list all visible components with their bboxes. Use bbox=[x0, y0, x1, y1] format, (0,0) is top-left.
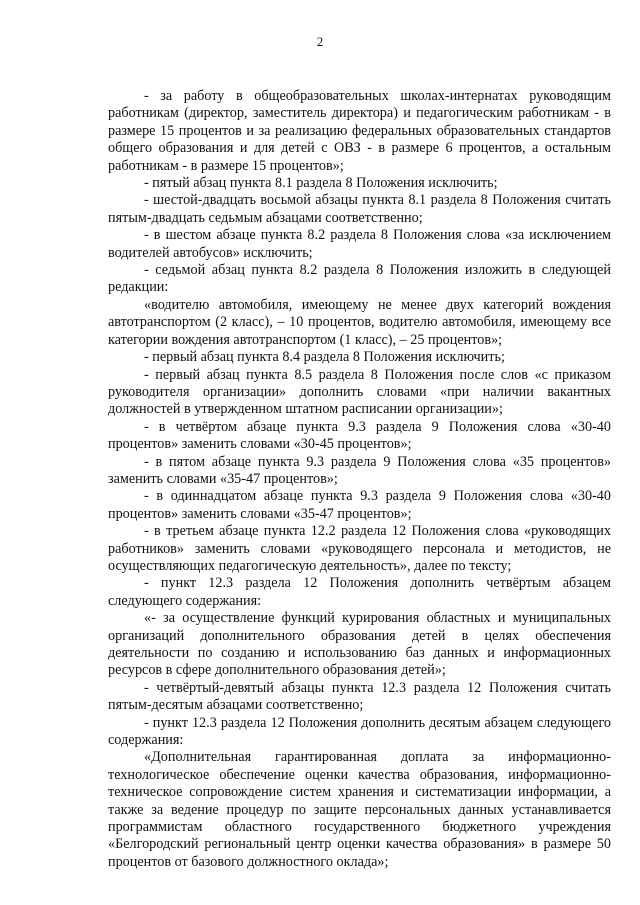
paragraph: - четвёртый-девятый абзацы пункта 12.3 раздела 12 Положения считать пятым-десятым абзацами соответственно; bbox=[108, 679, 611, 714]
paragraph: - седьмой абзац пункта 8.2 раздела 8 Положения изложить в следующей редакции: bbox=[108, 262, 611, 296]
document-body bbox=[108, 88, 611, 871]
paragraph: - первый абзац пункта 8.5 раздела 8 Положения после слов «с приказом руководителя организации» дополнить словами «при наличии вакантных должностей в утвержденном штатном расписании организации»; bbox=[108, 366, 611, 418]
quoted-paragraph: «водителю автомобиля, имеющему не менее двух категорий вождения автотранспортом (2 класс), – 10 процентов, водителю автомобиля, имеющему все категории вождения автотранспортом (1 класс), – 25 процентов»; bbox=[108, 296, 611, 348]
quoted-paragraph: «- за осуществление функций курирования областных и муниципальных организаций дополнительного образования детей в целях обеспечения деятельности по созданию и использованию баз данных и информационных ресурсов в сфере дополнительного образования детей»; bbox=[108, 610, 611, 679]
paragraph: - в шестом абзаце пункта 8.2 раздела 8 Положения слова «за исключением водителей автобусов» исключить; bbox=[108, 227, 611, 261]
paragraph: - за работу в общеобразовательных школах-интернатах руководящим работникам (директор, заместитель директора) и педагогическим работникам - в размере 15 процентов и за реализацию федеральных образовательных стандартов общего образования и для детей с ОВЗ - в размере 6 процентов, а остальным работникам - в размере 15 процентов»; bbox=[108, 88, 611, 174]
paragraph: - пункт 12.3 раздела 12 Положения дополнить четвёртым абзацем следующего содержания: bbox=[108, 575, 611, 609]
quoted-paragraph: «Дополнительная гарантированная доплата за информационно-технологическое обеспечение оценки качества образования, информационно-техническое сопровождение систем хранения и систематизации информации, а также за ведение процедур по защите персональных данных устанавливается программистам областного государственного бюджетного учреждения «Белгородский региональный центр оценки качества образования» в размере 50 процентов от базового должностного оклада»; bbox=[108, 749, 611, 870]
paragraph: - шестой-двадцать восьмой абзацы пункта 8.1 раздела 8 Положения считать пятым-двадцать седьмым абзацами соответственно; bbox=[108, 192, 611, 226]
paragraph: - в третьем абзаце пункта 12.2 раздела 12 Положения слова «руководящих работников» заменить словами «руководящего персонала и методистов, не осуществляющих педагогическую деятельность», далее по тексту; bbox=[108, 523, 611, 574]
paragraph: - пятый абзац пункта 8.1 раздела 8 Положения исключить; bbox=[144, 175, 498, 192]
page-number: 2 bbox=[316, 34, 324, 49]
paragraph: - пункт 12.3 раздела 12 Положения дополнить десятым абзацем следующего содержания: bbox=[108, 714, 611, 749]
paragraph: - в четвёртом абзаце пункта 9.3 раздела 9 Положения слова «30-40 процентов» заменить словами «30-45 процентов»; bbox=[108, 418, 611, 453]
paragraph: - в пятом абзаце пункта 9.3 раздела 9 Положения слова «35 процентов» заменить словами «35-47 процентов»; bbox=[108, 453, 611, 487]
paragraph: - в одиннадцатом абзаце пункта 9.3 раздела 9 Положения слова «30-40 процентов» заменить словами «35-47 процентов»; bbox=[108, 488, 611, 522]
paragraph: - первый абзац пункта 8.4 раздела 8 Положения исключить; bbox=[144, 349, 505, 366]
